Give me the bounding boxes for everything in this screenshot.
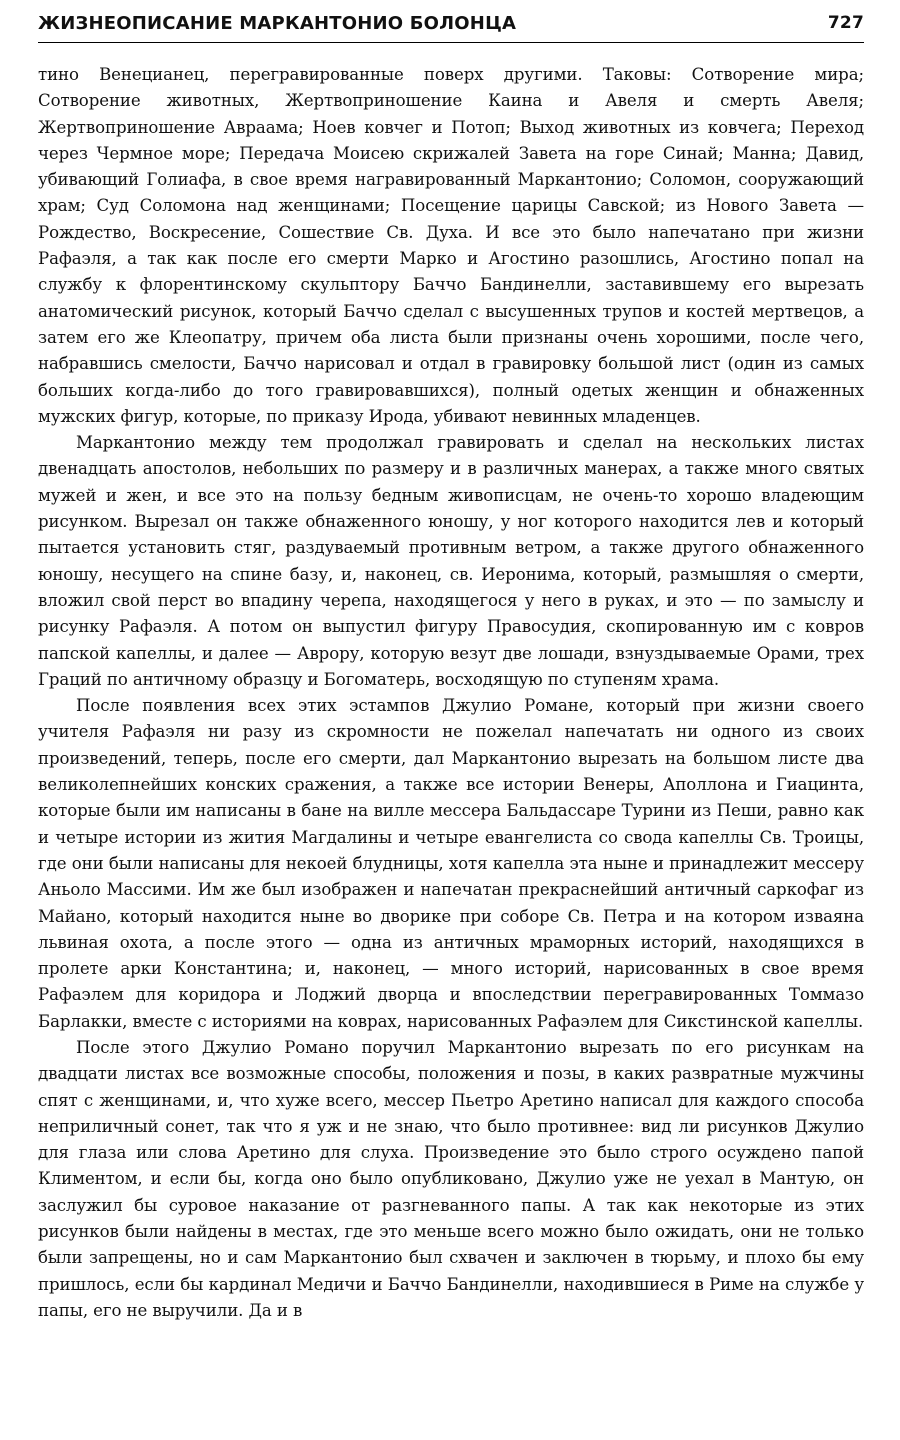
book-page <box>38 0 864 1440</box>
page-number: 727 <box>827 13 864 33</box>
body-text <box>38 62 864 1324</box>
paragraph: После этого Джулио Романо поручил Маркантонио вырезать по его рисункам на двадцати листах все возможные способы, положения и позы, в каких развратные мужчины спят с женщинами, и, что хуже всего, мессер Пьетро Аретино написал для каждого способа неприличный сонет, так что я уж и не знаю, что было противнее: вид ли рисунков Джулио для глаза или слова Аретино для слуха. Произведение это было строго осуждено папой Климентом, и если бы, когда оно было опубликовано, Джулио уже не уехал в Мантую, он заслужил бы суровое наказание от разгневанного папы. А так как некоторые из этих рисунков были найдены в местах, где это меньше всего можно было ожидать, они не только были запрещены, но и сам Маркантонио был схвачен и заключен в тюрьму, и плохо бы ему пришлось, если бы кардинал Медичи и Баччо Бандинелли, находившиеся в Риме на службе у папы, его не выручили. Да и в <box>38 1037 864 1320</box>
header-rule <box>38 42 864 43</box>
running-header <box>38 6 864 40</box>
paragraph: Маркантонио между тем продолжал гравировать и сделал на нескольких листах двенадцать апостолов, небольших по размеру и в различных манерах, а также много святых мужей и жен, и все это на пользу бедным живописцам, не очень-то хорошо владеющим рисунком. Вырезал он также обнаженного юношу, у ног которого находится лев и который пытается установить стяг, раздуваемый противным ветром, а также другого обнаженного юношу, несущего на спине базу, и, наконец, св. Иеронима, который, размышляя о смерти, вложил свой перст во впадину черепа, находящегося у него в руках, и это — по замыслу и рисунку Рафаэля. А потом он выпустил фигуру Правосудия, скопированную им с ковров папской капеллы, и далее — Аврору, которую везут две лошади, взнуздываемые Орами, трех Граций по античному образцу и Богоматерь, восходящую по ступеням храма. <box>38 433 864 689</box>
paragraph: После появления всех этих эстампов Джулио Романе, который при жизни своего учителя Рафаэля ни разу из скромности не пожелал напечатать ни одного из своих произведений, теперь, после его смерти, дал Маркантонио вырезать на большом листе два великолепнейших конских сражения, а также все истории Венеры, Аполлона и Гиацинта, которые были им написаны в бане на вилле мессера Бальдассаре Турини из Пеши, равно как и четыре истории из жития Магдалины и четыре евангелиста со свода капеллы Св. Троицы, где они были написаны для некоей блудницы, хотя капелла эта ныне и принадлежит мессеру Аньоло Массими. Им же был изображен и напечатан прекраснейший античный саркофаг из Майано, который находится ныне во дворике при соборе Св. Петра и на котором изваяна львиная охота, а после этого — одна из античных мраморных историй, находящихся в пролете арки Константина; и, наконец, — много историй, нарисованных в свое время Рафаэлем для коридора и Лоджий дворца и впоследствии перегравированных Томмазо Барлакки, вместе с историями на коврах, нарисованных Рафаэлем для Сикстинской капеллы. <box>38 696 864 1031</box>
paragraph-continuation: тино Венецианец, перегравированные поверх другими. Таковы: Сотворение мира; Сотворение животных, Жертвоприношение Каина и Авеля и смерть Авеля; Жертвоприношение Авраама; Ноев ковчег и Потоп; Выход животных из ковчега; Переход через Чермное море; Передача Моисею скрижалей Завета на горе Синай; Манна; Давид, убивающий Голиафа, в свое время награвированный Маркантонио; Соломон, сооружающий храм; Суд Соломона над женщинами; Посещение царицы Савской; из Нового Завета — Рождество, Воскресение, Сошествие Св. Духа. И все это было напечатано при жизни Рафаэля, а так как после его смерти Марко и Агостино разошлись, Агостино попал на службу к флорентинскому скульптору Баччо Бандинелли, заставившему его вырезать анатомический рисунок, который Баччо сделал с высушенных трупов и костей мертвецов, а затем его же Клеопатру, причем оба листа были признаны очень хорошими, после чего, набравшись смелости, Баччо нарисовал и отдал в гравировку большой лист (один из самых больших когда-либо до того гравировавшихся), полный одетых женщин и обнаженных мужских фигур, которые, по приказу Ирода, убивают невинных младенцев. <box>38 65 864 426</box>
running-title: ЖИЗНЕОПИСАНИЕ МАРКАНТОНИО БОЛОНЦА <box>38 12 517 34</box>
